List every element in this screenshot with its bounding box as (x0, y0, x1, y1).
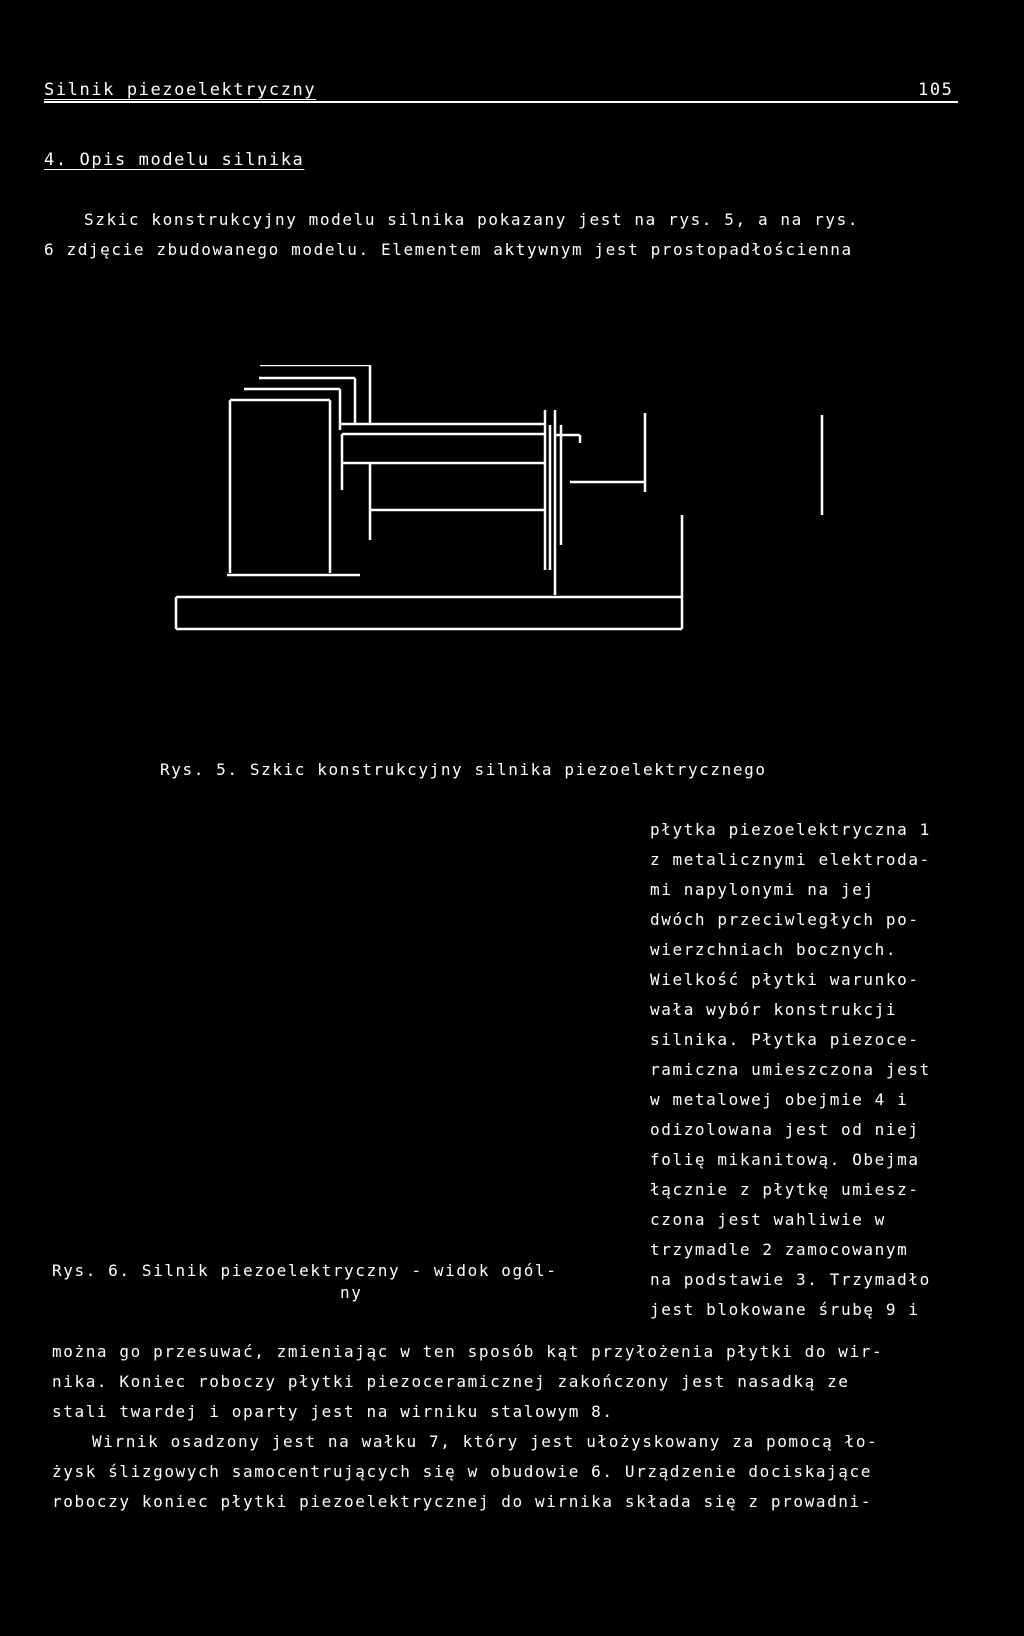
figure-6-caption-line-2: ny (340, 1283, 363, 1302)
figure-6-caption-line-1: Rys. 6. Silnik piezoelektryczny - widok ogól- (52, 1261, 558, 1280)
side-text-line: mi napylonymi na jej (650, 880, 875, 899)
side-text-line: jest blokowane śrubę 9 i (650, 1300, 920, 1319)
side-text-line: wała wybór konstrukcji (650, 1000, 898, 1019)
page-number: 105 (918, 80, 954, 100)
side-text-line: płytka piezoelektryczna 1 (650, 820, 931, 839)
side-text-line: z metalicznymi elektroda- (650, 850, 931, 869)
figure-5-caption: Rys. 5. Szkic konstrukcyjny silnika piezoelektrycznego (160, 760, 767, 779)
side-text-line: folię mikanitową. Obejma (650, 1150, 920, 1169)
figure-6-photo (40, 810, 610, 1240)
running-header-title: Silnik piezoelektryczny (44, 80, 317, 100)
side-text-line: łącznie z płytkę umiesz- (650, 1180, 920, 1199)
side-text-line: wierzchniach bocznych. (650, 940, 898, 959)
section-heading: 4. Opis modelu silnika (44, 150, 305, 170)
side-text-line: silnika. Płytka piezoce- (650, 1030, 920, 1049)
construction-sketch (170, 365, 830, 670)
intro-line-2: 6 zdjęcie zbudowanego modelu. Elementem aktywnym jest prostopadłościenna (44, 240, 853, 259)
side-text-line: odizolowana jest od niej (650, 1120, 920, 1139)
body-text-line: stali twardej i oparty jest na wirniku stalowym 8. (52, 1402, 614, 1421)
side-text-line: w metalowej obejmie 4 i (650, 1090, 909, 1109)
body-text-line: nika. Koniec roboczy płytki piezoceramicznej zakończony jest nasadką ze (52, 1372, 850, 1391)
side-text-line: na podstawie 3. Trzymadło (650, 1270, 931, 1289)
body-text-line: można go przesuwać, zmieniając w ten sposób kąt przyłożenia płytki do wir- (52, 1342, 884, 1361)
body-text-line: roboczy koniec płytki piezoelektrycznej do wirnika składa się z prowadni- (52, 1492, 872, 1511)
body-text-line: żysk ślizgowych samocentrujących się w obudowie 6. Urządzenie dociskające (52, 1462, 872, 1481)
side-text-line: dwóch przeciwległych po- (650, 910, 920, 929)
body-text-line: Wirnik osadzony jest na wałku 7, który jest ułożyskowany za pomocą ło- (92, 1432, 879, 1451)
side-text-line: trzymadle 2 zamocowanym (650, 1240, 909, 1259)
intro-line-1: Szkic konstrukcyjny modelu silnika pokazany jest na rys. 5, a na rys. (84, 210, 860, 229)
header-rule (44, 101, 958, 103)
side-text-line: czona jest wahliwie w (650, 1210, 886, 1229)
side-text-line: Wielkość płytki warunko- (650, 970, 920, 989)
side-text-line: ramiczna umieszczona jest (650, 1060, 931, 1079)
